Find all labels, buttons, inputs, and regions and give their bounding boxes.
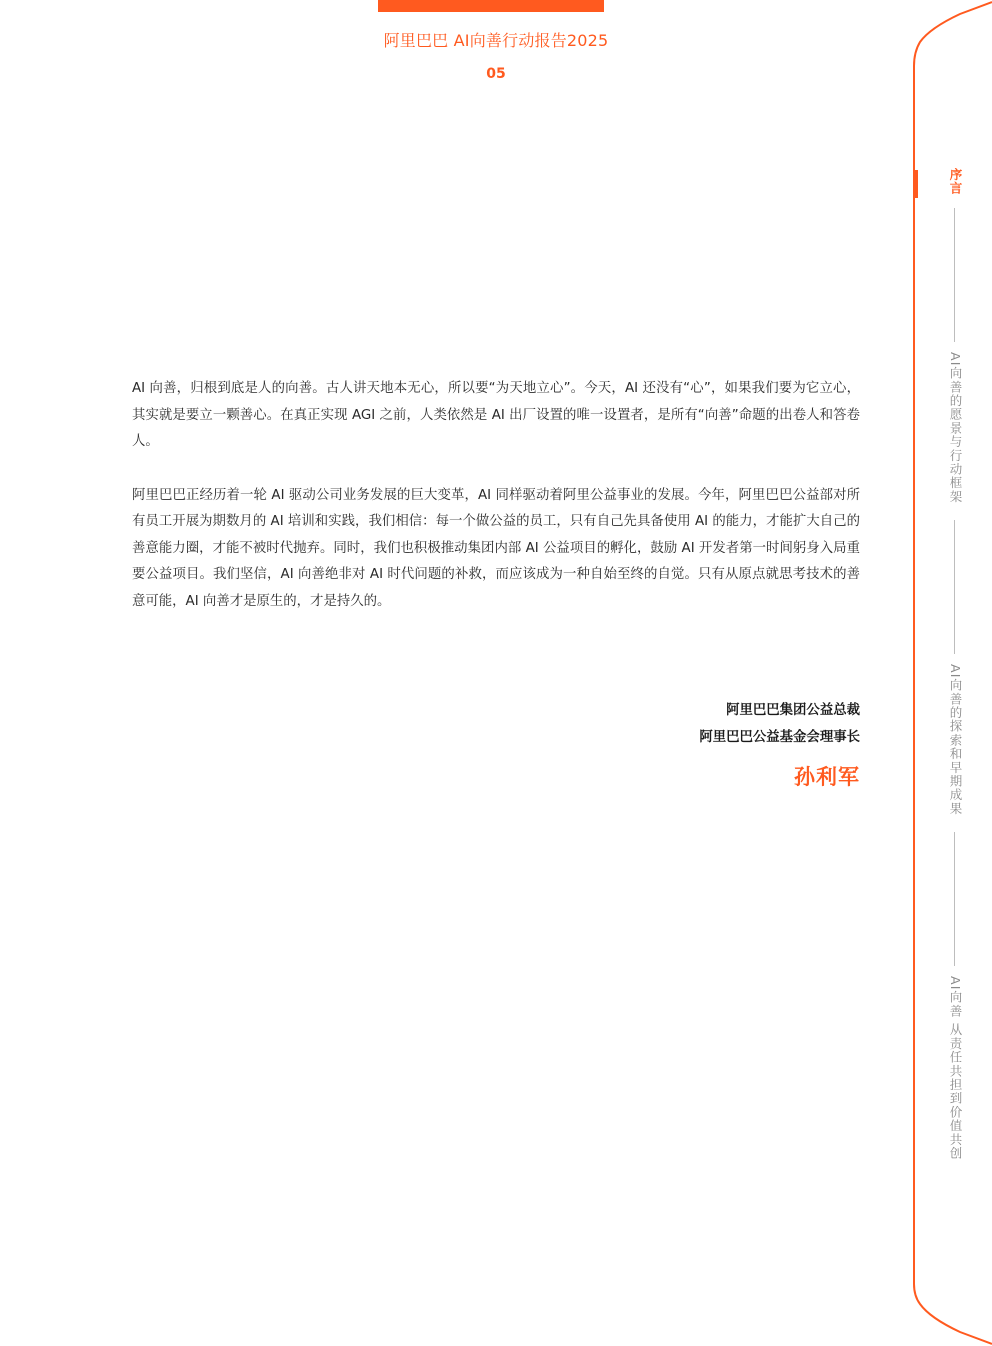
- nav-item-label: AI向善的愿景与行动框架: [948, 352, 963, 504]
- preface-paragraph: 阿里巴巴正经历着一轮 AI 驱动公司业务发展的巨大变革，AI 同样驱动着阿里公益事业的发展。今年，阿里巴巴公益部对所有员工开展为期数月的 AI 培训和实践，我们相信：每一个做公益的员工，只有自己先具备使用 AI 的能力，才能扩大自己的善意能力圈，才能不被时代抛弃。同时，我们也积极推动集团内部 AI 公益项目的孵化，鼓励 AI 开发者第一时间躬身入局重要公益项目。我们坚信，AI 向善绝非对 AI 时代问题的补救，而应该成为一种自始至终的自觉。只有从原点就思考技术的善意可能，AI 向善才是原生的，才是持久的。: [132, 487, 860, 609]
- nav-item-exploration-results[interactable]: [938, 664, 972, 820]
- preface-body: [132, 376, 860, 642]
- report-title: 阿里巴巴 AI向善行动报告2025: [383, 31, 609, 50]
- page-number: 05: [486, 66, 506, 82]
- nav-item-preface[interactable]: [938, 168, 972, 199]
- signatory-name: 孙利军: [794, 765, 860, 789]
- nav-divider: [954, 832, 955, 966]
- nav-item-label: 序言: [948, 168, 963, 196]
- nav-item-label: AI向善 从责任共担到价值共创: [948, 976, 963, 1161]
- nav-item-label: AI向善的探索和早期成果: [948, 664, 963, 816]
- signature-block: [460, 697, 860, 791]
- nav-item-value-co-creation[interactable]: [938, 976, 972, 1164]
- active-section-marker: [913, 170, 918, 198]
- nav-divider: [954, 520, 955, 654]
- signatory-title-1: 阿里巴巴集团公益总裁: [726, 703, 860, 718]
- preface-paragraph: AI 向善，归根到底是人的向善。古人讲天地本无心，所以要“为天地立心”。今天，AI 还没有“心”，如果我们要为它立心，其实就是要立一颗善心。在真正实现 AGI 之前，人类依然是 AI 出厂设置的唯一设置者，是所有“向善”命题的出卷人和答卷人。: [132, 381, 860, 449]
- nav-divider: [954, 208, 955, 342]
- signatory-title-2: 阿里巴巴公益基金会理事长: [699, 730, 860, 745]
- nav-item-vision-framework[interactable]: [938, 352, 972, 508]
